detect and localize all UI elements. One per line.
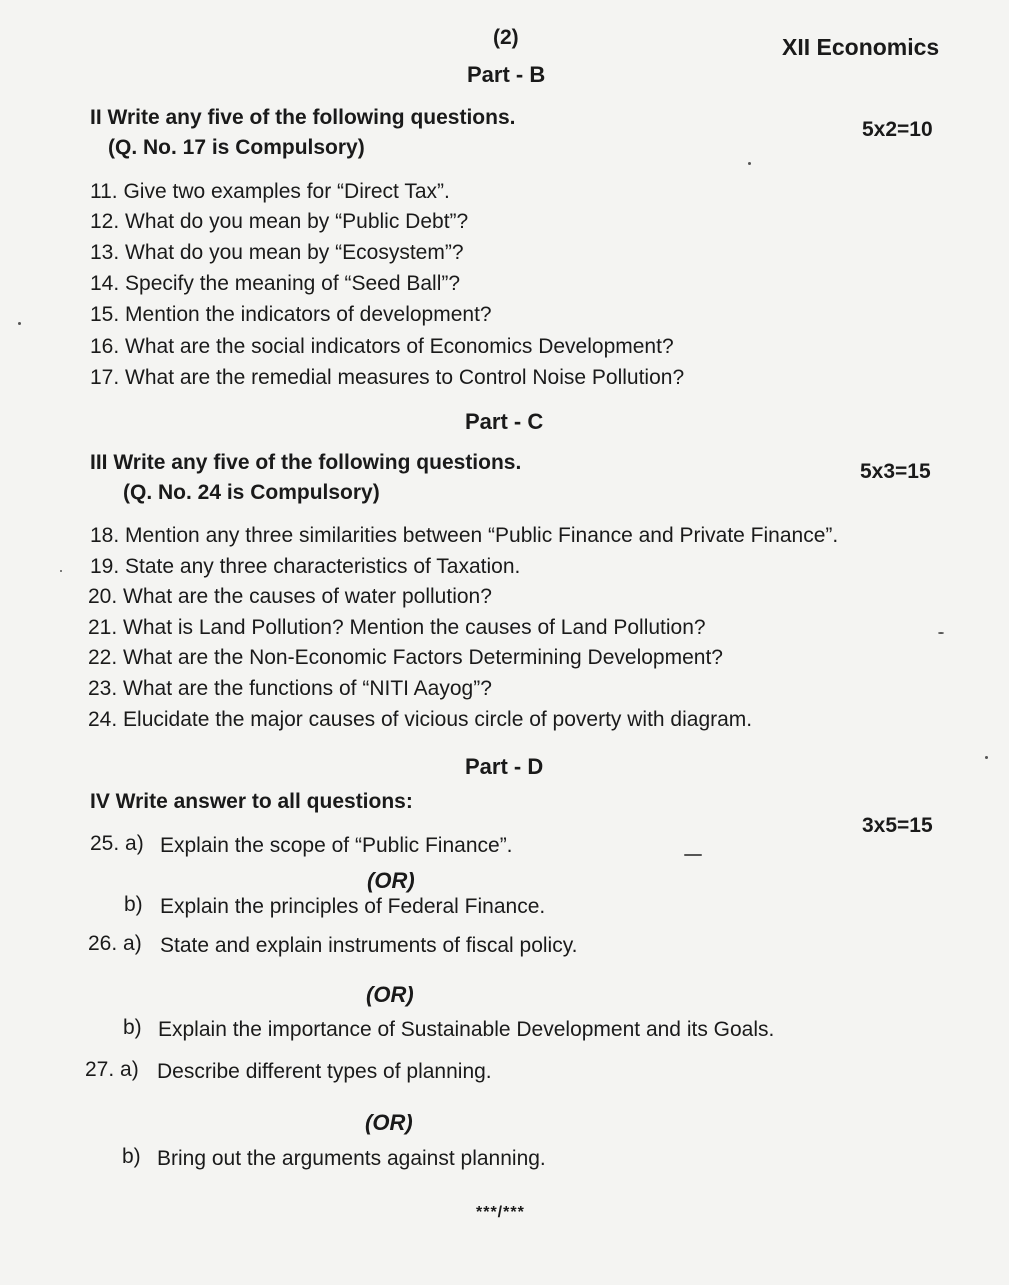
part-c-instruction: III Write any five of the following questions.	[90, 451, 522, 474]
question-13: 13. What do you mean by “Ecosystem”?	[90, 241, 464, 264]
end-mark: ***/***	[476, 1204, 525, 1221]
part-c-marks: 5x3=15	[860, 460, 931, 483]
or-label: (OR)	[367, 868, 415, 893]
question-20: 20. What are the causes of water pollution?	[88, 585, 492, 608]
question-26b-text: Explain the importance of Sustainable Development and its Goals.	[158, 1018, 775, 1041]
or-label: (OR)	[366, 982, 414, 1007]
question-26a-text: State and explain instruments of fiscal policy.	[160, 934, 578, 957]
part-d-title: Part - D	[465, 754, 544, 779]
question-17: 17. What are the remedial measures to Control Noise Pollution?	[90, 366, 685, 389]
question-25b-text: Explain the principles of Federal Finance.	[160, 895, 546, 918]
scan-speck	[684, 854, 702, 856]
scan-speck	[985, 756, 988, 759]
scan-speck	[938, 632, 944, 634]
scan-speck	[748, 162, 751, 165]
question-25a-number: 25. a)	[90, 832, 144, 855]
question-19: 19. State any three characteristics of Taxation.	[90, 555, 521, 578]
question-27b-text: Bring out the arguments against planning.	[157, 1147, 546, 1170]
part-c-note: (Q. No. 24 is Compulsory)	[123, 481, 380, 504]
part-b-marks: 5x2=10	[862, 118, 933, 141]
question-18: 18. Mention any three similarities between “Public Finance and Private Finance”.	[90, 524, 839, 547]
question-14: 14. Specify the meaning of “Seed Ball”?	[90, 272, 461, 295]
question-25b-number: b)	[124, 893, 143, 916]
part-b-note: (Q. No. 17 is Compulsory)	[108, 136, 365, 159]
question-27a-text: Describe different types of planning.	[157, 1060, 492, 1083]
part-c-title: Part - C	[465, 409, 544, 434]
question-26a-number: 26. a)	[88, 932, 142, 955]
or-label: (OR)	[365, 1110, 413, 1135]
question-23: 23. What are the functions of “NITI Aayog”?	[88, 677, 492, 700]
scan-speck	[18, 322, 21, 325]
part-d-marks: 3x5=15	[862, 814, 933, 837]
part-b-title: Part - B	[467, 62, 546, 87]
part-b-instruction: II Write any five of the following questions.	[90, 106, 516, 129]
question-25a-text: Explain the scope of “Public Finance”.	[160, 834, 513, 857]
question-22: 22. What are the Non-Economic Factors Determining Development?	[88, 646, 723, 669]
question-16: 16. What are the social indicators of Economics Development?	[90, 335, 674, 358]
question-15: 15. Mention the indicators of development?	[90, 303, 492, 326]
question-27b-number: b)	[122, 1145, 141, 1168]
question-27a-number: 27. a)	[85, 1058, 139, 1081]
scan-speck	[60, 570, 62, 572]
subject-title: XII Economics	[782, 34, 940, 60]
question-11: 11. Give two examples for “Direct Tax”.	[90, 180, 450, 203]
part-d-instruction: IV Write answer to all questions:	[90, 790, 413, 813]
question-26b-number: b)	[123, 1016, 142, 1039]
question-24: 24. Elucidate the major causes of vicious circle of poverty with diagram.	[88, 708, 753, 731]
question-12: 12. What do you mean by “Public Debt”?	[90, 210, 469, 233]
page-number: (2)	[493, 26, 519, 49]
question-21: 21. What is Land Pollution? Mention the causes of Land Pollution?	[88, 616, 706, 639]
